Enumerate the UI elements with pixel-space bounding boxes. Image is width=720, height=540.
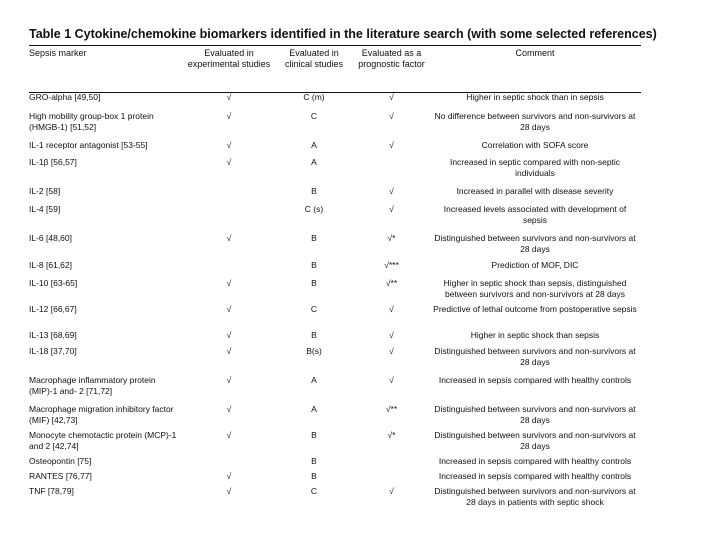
marker-cell: IL-13 [68,69] <box>29 330 77 340</box>
experimental-cell: √ <box>226 140 232 150</box>
marker-cell: IL-18 [37,70] <box>29 346 77 356</box>
marker-cell: IL-12 [66,67] <box>29 304 77 314</box>
experimental-cell <box>184 186 274 204</box>
marker-cell: Monocyte chemotactic protein (MCP)-1 and 2 [42,74] <box>29 430 177 451</box>
prognostic-cell: √** <box>385 278 398 288</box>
experimental-cell: √ <box>226 375 232 385</box>
prognostic-cell: √ <box>389 486 394 496</box>
prognostic-cell: √* <box>387 430 396 440</box>
table-row <box>29 260 641 278</box>
comment-cell: Higher in septic shock than sepsis, distinguished between survivors and non-survivors at 28 days <box>443 278 627 299</box>
clinical-cell: B <box>311 260 317 270</box>
table-row <box>29 375 641 404</box>
marker-cell: IL-1β [56,57] <box>29 157 77 167</box>
clinical-cell: B <box>311 278 317 288</box>
prognostic-cell: √* <box>387 233 396 243</box>
marker-cell: Osteopontin [75] <box>29 456 92 466</box>
table-row <box>29 304 641 330</box>
table-row <box>29 404 641 430</box>
prognostic-cell <box>354 157 429 186</box>
header-clinical: Evaluated in clinical studies <box>284 48 344 69</box>
prognostic-cell: √*** <box>384 260 399 270</box>
clinical-cell: B <box>311 233 317 243</box>
comment-cell: Distinguished between survivors and non-survivors at 28 days <box>434 346 636 367</box>
comment-cell: Correlation with SOFA score <box>481 140 589 150</box>
prognostic-cell: √ <box>389 186 394 196</box>
marker-cell: RANTES [76,77] <box>29 471 92 481</box>
comment-cell: Increased in sepsis compared with healthy controls <box>438 456 632 466</box>
table-row <box>29 233 641 260</box>
clinical-cell: C <box>310 486 318 496</box>
experimental-cell: √ <box>226 486 232 496</box>
marker-cell: IL-6 [48,60] <box>29 233 73 243</box>
experimental-cell <box>184 204 274 233</box>
clinical-cell: C <box>310 304 318 314</box>
prognostic-cell: √ <box>389 346 394 356</box>
table-row <box>29 111 641 140</box>
comment-cell: Higher in septic shock than sepsis <box>470 330 600 340</box>
prognostic-cell: √ <box>389 92 394 102</box>
prognostic-cell: √ <box>389 375 394 385</box>
comment-cell: Prediction of MOF, DIC <box>491 260 579 270</box>
experimental-cell <box>184 456 274 471</box>
clinical-cell: B(s) <box>306 346 322 356</box>
prognostic-cell: √** <box>385 404 398 414</box>
experimental-cell: √ <box>226 330 232 340</box>
experimental-cell: √ <box>226 157 232 167</box>
comment-cell: Distinguished between survivors and non-survivors at 28 days in patients with septic shock <box>434 486 636 507</box>
clinical-cell: B <box>311 186 317 196</box>
marker-cell: IL-4 [59] <box>29 204 61 214</box>
prognostic-cell: √ <box>389 330 394 340</box>
experimental-cell: √ <box>226 346 232 356</box>
clinical-cell: A <box>311 157 317 167</box>
experimental-cell: √ <box>226 404 232 414</box>
comment-cell: Increased in sepsis compared with healthy controls <box>438 375 632 385</box>
comment-cell: Higher in septic shock than in sepsis <box>466 92 604 102</box>
comment-cell: Distinguished between survivors and non-survivors at 28 days <box>434 233 636 254</box>
clinical-cell: B <box>311 330 317 340</box>
comment-cell: Increased in septic compared with non-septic individuals <box>449 157 621 178</box>
prognostic-cell <box>354 456 429 471</box>
clinical-cell: B <box>311 456 317 466</box>
comment-cell: Predictive of lethal outcome from postoperative sepsis <box>433 304 637 314</box>
marker-cell: IL-10 [63-65] <box>29 278 78 288</box>
table-header-row <box>29 48 641 92</box>
experimental-cell: √ <box>226 92 232 102</box>
marker-cell: GRO-alpha [49,50] <box>29 92 101 102</box>
comment-cell: Increased in sepsis compared with healthy controls <box>438 471 632 481</box>
table-top-rule <box>29 45 641 46</box>
table-title: Table 1 Cytokine/chemokine biomarkers identified in the literature search (with some selected references) <box>29 27 657 41</box>
experimental-cell <box>184 260 274 278</box>
clinical-cell: C <box>310 111 318 121</box>
marker-cell: High mobility group-box 1 protein (HMGB-1) [51,52] <box>29 111 154 132</box>
clinical-cell: C (s) <box>304 204 324 214</box>
prognostic-cell <box>354 471 429 486</box>
table-row <box>29 330 641 346</box>
experimental-cell: √ <box>226 304 232 314</box>
comment-cell: Increased in parallel with disease severity <box>456 186 614 196</box>
marker-cell: Macrophage migration inhibitory factor (MIF) [42,73] <box>29 404 174 425</box>
table-row <box>29 204 641 233</box>
header-prognostic: Evaluated as a prognostic factor <box>358 48 425 69</box>
prognostic-cell: √ <box>389 304 394 314</box>
prognostic-cell: √ <box>389 204 394 214</box>
experimental-cell: √ <box>226 430 232 440</box>
clinical-cell: A <box>311 375 317 385</box>
marker-cell: Macrophage inflammatory protein (MIP)-1 and- 2 [71,72] <box>29 375 156 396</box>
marker-cell: IL-2 [58] <box>29 186 61 196</box>
table-row <box>29 471 641 486</box>
comment-cell: Distinguished between survivors and non-survivors at 28 days <box>434 404 636 425</box>
experimental-cell: √ <box>226 233 232 243</box>
comment-cell: Distinguished between survivors and non-survivors at 28 days <box>434 430 636 451</box>
experimental-cell: √ <box>226 471 232 481</box>
experimental-cell: √ <box>226 278 232 288</box>
table-row <box>29 278 641 304</box>
table-row <box>29 486 641 512</box>
experimental-cell: √ <box>226 111 232 121</box>
clinical-cell: B <box>311 471 317 481</box>
prognostic-cell: √ <box>389 140 394 150</box>
marker-cell: TNF [78,79] <box>29 486 74 496</box>
clinical-cell: C (m) <box>303 92 325 102</box>
marker-cell: IL-8 [61,62] <box>29 260 73 270</box>
header-experimental: Evaluated in experimental studies <box>187 48 271 69</box>
table-row <box>29 140 641 157</box>
table-row <box>29 186 641 204</box>
biomarker-table <box>29 48 641 512</box>
comment-cell: Increased levels associated with development of sepsis <box>443 204 627 225</box>
clinical-cell: A <box>311 140 317 150</box>
header-sepsis-marker: Sepsis marker <box>29 48 87 58</box>
table-row <box>29 157 641 186</box>
clinical-cell: B <box>311 430 317 440</box>
table-row <box>29 430 641 456</box>
prognostic-cell: √ <box>389 111 394 121</box>
table-row <box>29 456 641 471</box>
marker-cell: IL-1 receptor antagonist [53-55] <box>29 140 148 150</box>
table-row <box>29 346 641 375</box>
clinical-cell: A <box>311 404 317 414</box>
header-comment: Comment <box>515 48 555 58</box>
table-row <box>29 92 641 111</box>
comment-cell: No difference between survivors and non-survivors at 28 days <box>434 111 636 132</box>
